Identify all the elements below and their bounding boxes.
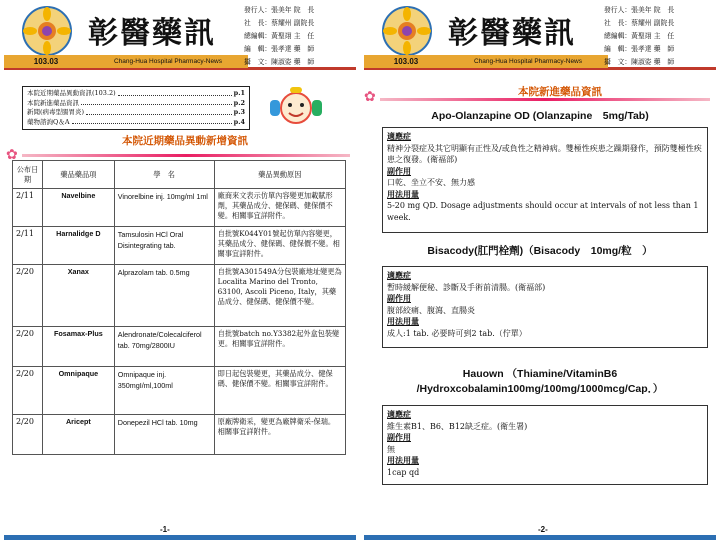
dosage-text: 5-20 mg QD. Dosage adjustments should occur at intervals of not less than 1 week. xyxy=(387,201,699,222)
issue-number: 103.03 xyxy=(4,55,88,68)
side-effect-label: 副作用 xyxy=(387,432,411,442)
indication-label: 適應症 xyxy=(387,409,411,419)
row-reason: 自批號A301549A分包裝廠地址變更為Localita Marino del Tronto, 63100, Ascoli Piceno, Italy，其藥品成分、健保碼、健保價不變。 xyxy=(214,265,345,327)
row-date: 2/20 xyxy=(13,367,43,415)
row-generic: Tamsulosin HCl Oral Disintegrating tab. xyxy=(114,227,214,265)
dosage-label: 用法用量 xyxy=(387,455,419,465)
section-divider xyxy=(22,154,350,157)
row-generic: Donepezil HCl tab. 10mg xyxy=(114,415,214,455)
row-reason: 自批號batch no.Y3382起外盒包裝變更。相關事宜詳附件。 xyxy=(214,327,345,367)
footer-bar xyxy=(4,535,356,540)
row-reason: 原廠牌衛采，變更為廠牌衛采-保瑞。相關事宜詳附件。 xyxy=(214,415,345,455)
flower-icon: ✿ xyxy=(364,89,376,105)
table-row xyxy=(13,227,346,265)
side-effect-text: 無 xyxy=(387,444,395,454)
row-reason: 廠商來文表示仿單內容變更加載賦形劑，其藥品成分、健保碼、健保價不變。相關事宜詳附件。 xyxy=(214,189,345,227)
toc-title: 藥物諮詢Q＆A xyxy=(27,117,70,126)
page-2 xyxy=(360,0,720,540)
row-generic: Vinorelbine inj. 10mg/ml 1ml xyxy=(114,189,214,227)
hospital-logo-icon xyxy=(22,6,72,56)
table-row xyxy=(13,367,346,415)
page-number: -1- xyxy=(160,525,170,534)
masthead xyxy=(364,2,716,70)
table-header-row xyxy=(13,161,346,189)
column-header: 藥品藥品項 xyxy=(42,161,114,189)
row-generic: Omnipaque inj. 350mgI/ml,100ml xyxy=(114,367,214,415)
footer-bar xyxy=(364,535,716,540)
section-divider xyxy=(380,98,710,101)
newsletter-title: 彰醫藥訊 xyxy=(88,16,216,51)
staff-line: 攝 文：陳淑姿 藥 師 xyxy=(244,58,315,66)
staff-line: 總編輯：黃聖翊 主 任 xyxy=(244,32,315,40)
flower-icon: ✿ xyxy=(6,147,18,163)
dosage-text: 成人:1 tab. 必要時可到2 tab.（佇單） xyxy=(387,328,527,338)
indication-text: 精神分裂症及其它明顯有正性及/或負性之精神病。雙極性疾患之躁期發作，預防雙極性疾患之復發。(衛福部) xyxy=(387,143,702,164)
row-brand: Xanax xyxy=(42,265,114,327)
row-date: 2/20 xyxy=(13,415,43,455)
dosage-label: 用法用量 xyxy=(387,316,419,326)
toc-item[interactable] xyxy=(27,108,245,118)
staff-line: 社 長：蔡耀州 副院長 xyxy=(244,19,315,27)
toc-item[interactable] xyxy=(27,99,245,109)
pill-mascot-icon xyxy=(268,86,324,130)
newsletter-title: 彰醫藥訊 xyxy=(448,16,576,51)
table-row xyxy=(13,265,346,327)
column-header: 藥品異動原因 xyxy=(214,161,345,189)
masthead xyxy=(4,2,356,70)
indication-text: 暫時緩解便秘、診斷及手術前清腸。(衛福部) xyxy=(387,282,546,292)
indication-text: 維生素B1、B6、B12缺乏症。(衛生署) xyxy=(387,421,528,431)
drug-title: Bisacody(肛門栓劑)（Bisacody 10mg/粒 ） xyxy=(427,245,653,257)
toc-page: p.2 xyxy=(233,98,245,107)
table-of-contents xyxy=(22,86,250,130)
row-brand: Harnalidge D xyxy=(42,227,114,265)
toc-title: 本院近期藥品異動資訊(103.2) xyxy=(27,89,116,97)
drug-change-table xyxy=(12,160,346,455)
row-generic: Alprazolam tab. 0.5mg xyxy=(114,265,214,327)
toc-page: p.3 xyxy=(233,108,245,116)
row-date: 2/20 xyxy=(13,327,43,367)
row-generic: Alendronate/Colecalciferol tab. 70mg/2800IU xyxy=(114,327,214,367)
hospital-logo-icon xyxy=(382,6,432,56)
newsletter-subtitle: Chang-Hua Hospital Pharmacy-News xyxy=(88,55,248,68)
issue-number: 103.03 xyxy=(364,55,448,68)
staff-line: 發行人：張美年 院 長 xyxy=(604,6,675,14)
staff-list xyxy=(244,4,352,69)
drug-title-line2: /Hydroxcobalamin100mg/100mg/1000mcg/Cap．） xyxy=(416,383,664,395)
toc-page: p.1 xyxy=(233,89,245,97)
indication-label: 適應症 xyxy=(387,131,411,141)
toc-title: 本院新進藥品資訊 xyxy=(27,98,79,107)
section-title: 本院近期藥品異動新增資訊 xyxy=(122,135,248,147)
table-row xyxy=(13,327,346,367)
row-brand: Fosamax-Plus xyxy=(42,327,114,367)
column-header: 公布日期 xyxy=(13,161,43,189)
toc-item[interactable] xyxy=(27,89,245,99)
staff-line: 社 長：蔡耀州 副院長 xyxy=(604,19,675,27)
staff-list xyxy=(604,4,712,69)
side-effect-text: 口乾、坐立不安、無力感 xyxy=(387,178,475,187)
drug-title-line1: Hauown （Thiamine/VitaminB6 xyxy=(462,368,618,380)
staff-line: 總編輯：黃聖翊 主 任 xyxy=(604,32,675,40)
newsletter-subtitle: Chang-Hua Hospital Pharmacy-News xyxy=(448,55,608,68)
row-date: 2/11 xyxy=(13,189,43,227)
dosage-label: 用法用量 xyxy=(387,188,419,199)
staff-line: 發行人：張美年 院 長 xyxy=(244,6,315,14)
staff-line: 編 輯：張孝達 藥 師 xyxy=(244,45,315,53)
dosage-text: 1cap qd xyxy=(387,467,420,477)
toc-page: p.4 xyxy=(233,117,245,126)
row-brand: Omnipaque xyxy=(42,367,114,415)
staff-line: 攝 文：陳淑姿 藥 師 xyxy=(604,58,675,66)
table-row xyxy=(13,189,346,227)
drug-title: Apo-Olanzapine OD (Olanzapine 5mg/Tab) xyxy=(431,110,649,122)
side-effect-label: 副作用 xyxy=(387,293,411,303)
indication-label: 適應症 xyxy=(387,270,411,280)
staff-line: 編 輯：張孝達 藥 師 xyxy=(604,45,675,53)
row-date: 2/20 xyxy=(13,265,43,327)
row-date: 2/11 xyxy=(13,227,43,265)
column-header: 學 名 xyxy=(114,161,214,189)
row-brand: Navelbine xyxy=(42,189,114,227)
row-reason: 自批號K044Y01號起仿單內容變更，其藥品成分、健保碼、健保價不變。相關事宜詳附件。 xyxy=(214,227,345,265)
side-effect-text: 腹部絞痛、腹瀉、直腸炎 xyxy=(387,305,475,315)
section-title: 本院新進藥品資訊 xyxy=(518,86,602,98)
side-effect-label: 副作用 xyxy=(387,165,411,176)
toc-title: 新聞(病毒型腸胃炎) xyxy=(27,108,85,116)
table-row xyxy=(13,415,346,455)
drug-info-box xyxy=(382,127,708,233)
drug-info-box xyxy=(382,266,708,348)
row-brand: Aricept xyxy=(42,415,114,455)
page-number: -2- xyxy=(538,525,548,534)
row-reason: 即日起包裝變更，其藥品成分、健保碼、健保價不變。相關事宜詳附件。 xyxy=(214,367,345,415)
drug-info-box xyxy=(382,405,708,485)
toc-item[interactable] xyxy=(27,118,245,128)
